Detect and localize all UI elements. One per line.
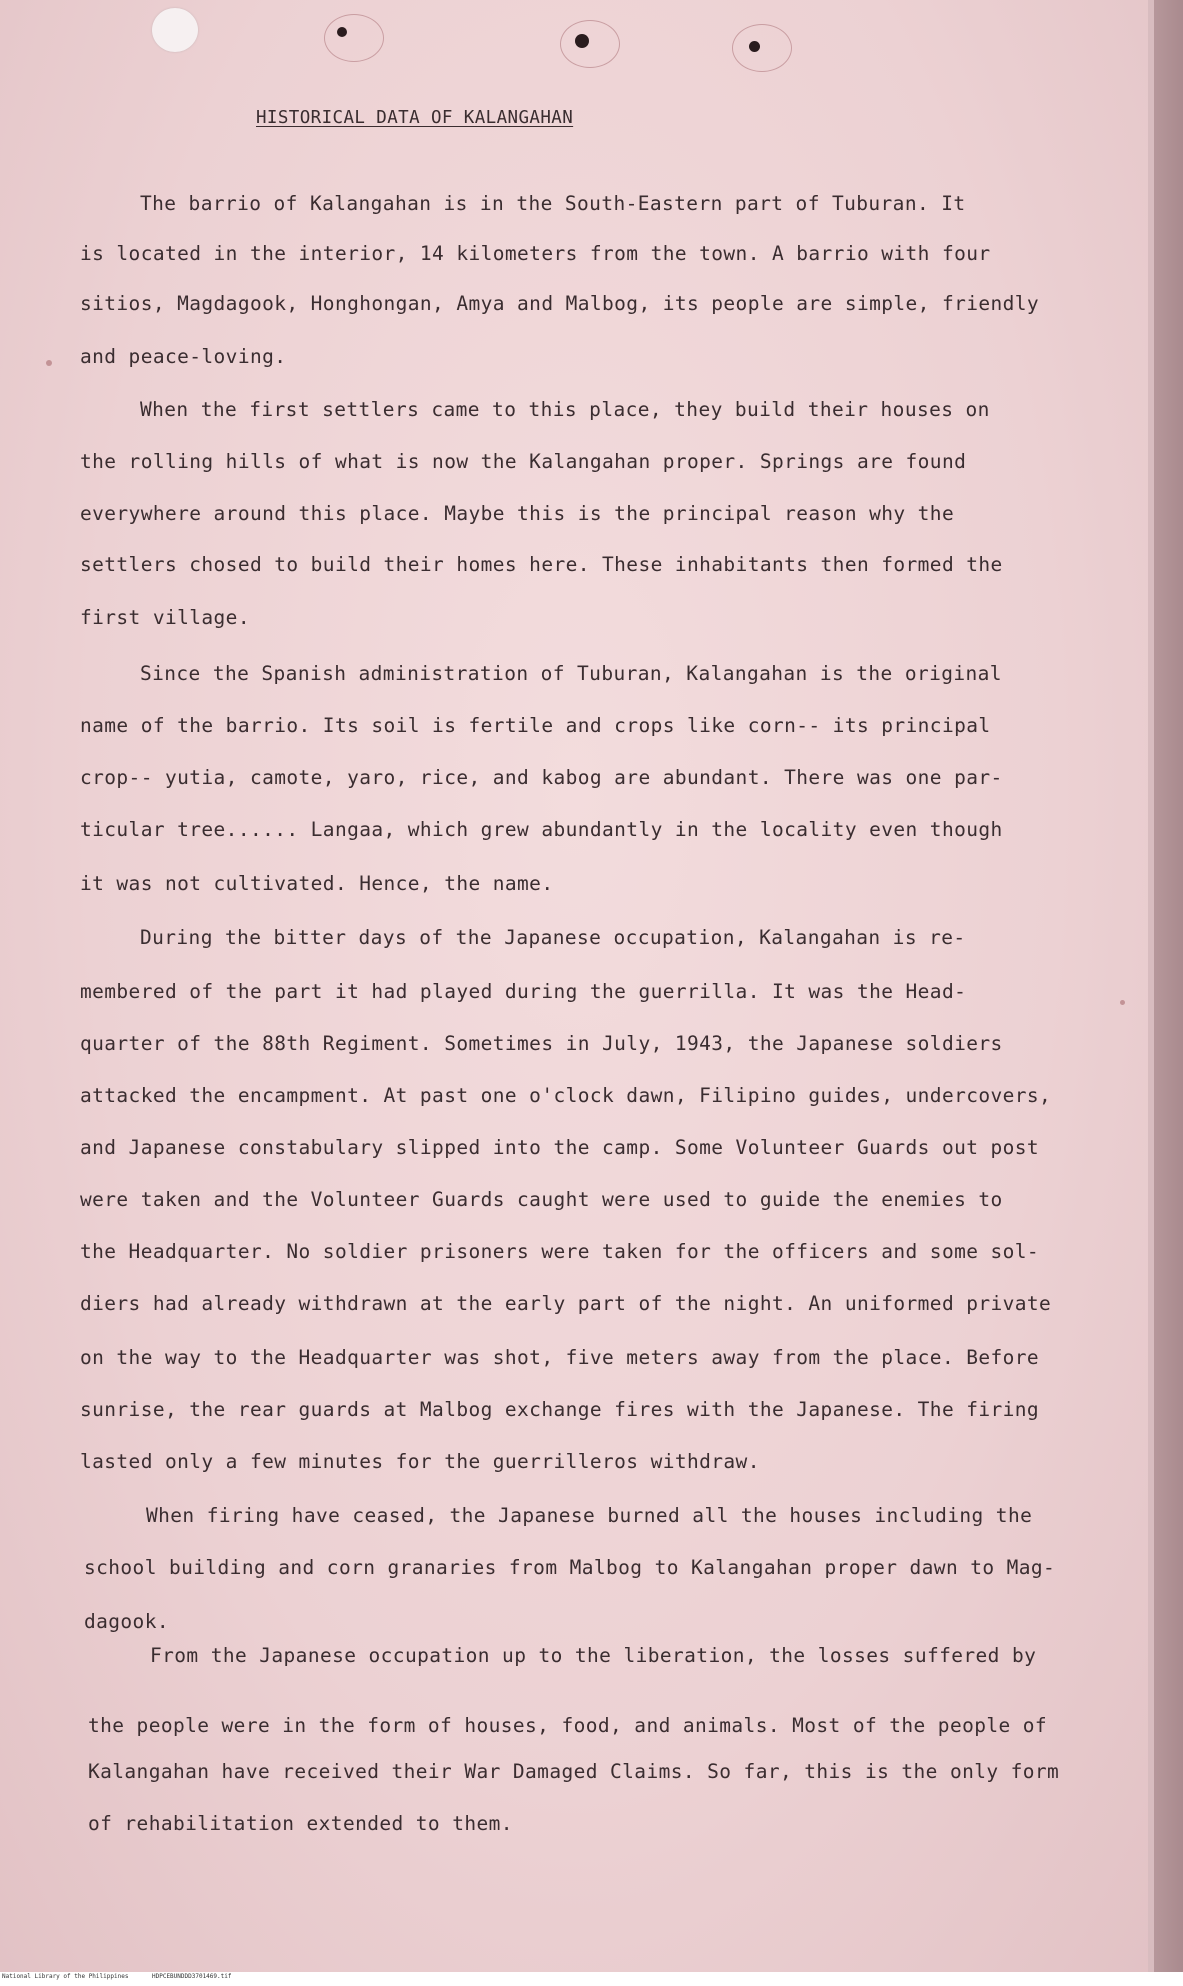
footer-file-label: HDPCEBUNDDD3701469.tif (152, 1973, 232, 1980)
text-line: sunrise, the rear guards at Malbog exchange fires with the Japanese. The firing (80, 1398, 1040, 1421)
punch-hole (732, 24, 792, 72)
text-line: and peace-loving. (80, 345, 287, 368)
punch-hole (560, 20, 620, 68)
punch-hole (324, 14, 384, 62)
stain-mark (1120, 1000, 1125, 1005)
footer-library-label: National Library of the Philippines (2, 1973, 129, 1980)
text-line: the people were in the form of houses, food, and animals. Most of the people of (88, 1714, 1048, 1737)
text-line: crop-- yutia, camote, yaro, rice, and kabog are abundant. There was one par- (80, 766, 1003, 789)
text-line: membered of the part it had played during the guerrilla. It was the Head- (80, 980, 967, 1003)
text-line: settlers chosed to build their homes here. These inhabitants then formed the (80, 553, 1003, 576)
text-line: attacked the encampment. At past one o'clock dawn, Filipino guides, undercovers, (80, 1084, 1052, 1107)
text-line: From the Japanese occupation up to the liberation, the losses suffered by (150, 1644, 1037, 1667)
text-line: name of the barrio. Its soil is fertile and crops like corn-- its principal (80, 714, 991, 737)
text-line: ticular tree...... Langaa, which grew abundantly in the locality even though (80, 818, 1003, 841)
document-title: HISTORICAL DATA OF KALANGAHAN (256, 108, 574, 128)
text-line: is located in the interior, 14 kilometers from the town. A barrio with four (80, 242, 991, 265)
text-line: first village. (80, 606, 250, 629)
text-line: of rehabilitation extended to them. (88, 1812, 513, 1835)
punch-hole (152, 8, 198, 52)
text-line: school building and corn granaries from Malbog to Kalangahan proper dawn to Mag- (84, 1556, 1056, 1579)
text-line: sitios, Magdagook, Honghongan, Amya and Malbog, its people are simple, friendly (80, 292, 1040, 315)
text-line: The barrio of Kalangahan is in the South-Eastern part of Tuburan. It (140, 192, 966, 215)
text-line: everywhere around this place. Maybe this is the principal reason why the (80, 502, 955, 525)
stain-mark (46, 360, 52, 366)
text-line: the Headquarter. No soldier prisoners were taken for the officers and some sol- (80, 1240, 1040, 1263)
text-line: on the way to the Headquarter was shot, five meters away from the place. Before (80, 1346, 1040, 1369)
text-line: the rolling hills of what is now the Kalangahan proper. Springs are found (80, 450, 967, 473)
text-line: it was not cultivated. Hence, the name. (80, 872, 554, 895)
text-line: During the bitter days of the Japanese occupation, Kalangahan is re- (140, 926, 966, 949)
text-line: Since the Spanish administration of Tuburan, Kalangahan is the original (140, 662, 1002, 685)
text-line: lasted only a few minutes for the guerrilleros withdraw. (80, 1450, 760, 1473)
text-line: When the first settlers came to this place, they build their houses on (140, 398, 990, 421)
text-line: diers had already withdrawn at the early part of the night. An uniformed private (80, 1292, 1052, 1315)
text-line: When firing have ceased, the Japanese burned all the houses including the (146, 1504, 1033, 1527)
text-line: and Japanese constabulary slipped into the camp. Some Volunteer Guards out post (80, 1136, 1040, 1159)
scan-footer (0, 1972, 1183, 1986)
page-edge (1148, 0, 1183, 1986)
text-line: dagook. (84, 1610, 169, 1633)
text-line: were taken and the Volunteer Guards caught were used to guide the enemies to (80, 1188, 1003, 1211)
text-line: quarter of the 88th Regiment. Sometimes in July, 1943, the Japanese soldiers (80, 1032, 1003, 1055)
text-line: Kalangahan have received their War Damaged Claims. So far, this is the only form (88, 1760, 1060, 1783)
